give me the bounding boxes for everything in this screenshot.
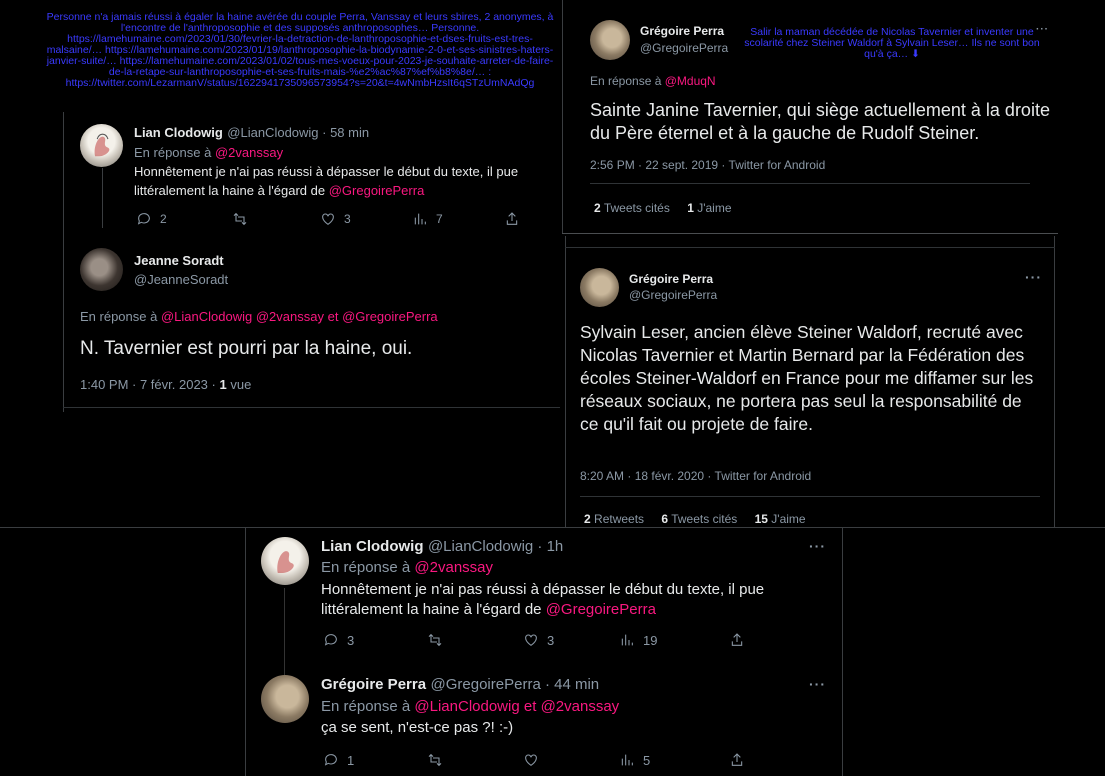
retweet-icon	[427, 752, 443, 768]
tweet-body: ça se sent, n'est-ce pas ?! :-)	[321, 719, 514, 736]
reply-button[interactable]: 1	[323, 752, 427, 768]
share-icon	[729, 632, 745, 648]
like-button[interactable]: 3	[523, 632, 619, 648]
retweet-icon	[427, 632, 443, 648]
panel-border	[562, 233, 1058, 234]
share-button[interactable]	[504, 211, 520, 227]
retweets-count: 2	[584, 512, 591, 526]
heart-icon	[523, 752, 539, 768]
views-button[interactable]: 19	[619, 632, 729, 648]
reply-button[interactable]: 2	[136, 211, 232, 227]
quotes-count: 2	[594, 201, 601, 215]
bottom-panel	[245, 528, 843, 776]
tweet-body: Sylvain Leser, ancien élève Steiner Waldorf, recruté avec Nicolas Tavernier et Martin Bernard par la Fédération des écoles Steiner-Waldorf en France pour me diffamer sur les réseaux sociaux, ne portera pas seul la responsabilité de ce qu'il fait ou projete de faire.	[580, 322, 1034, 434]
views-button[interactable]: 5	[619, 752, 729, 768]
retweets-link[interactable]: Retweets	[594, 512, 645, 526]
divider	[580, 496, 1040, 497]
author-name[interactable]: Jeanne Soradt	[134, 253, 224, 268]
author-handle[interactable]: @GregoirePerra	[629, 288, 718, 302]
author-handle[interactable]: @GregoirePerra · 44 min	[430, 676, 600, 693]
panel-border	[842, 528, 843, 776]
thread-line	[63, 112, 64, 412]
share-button[interactable]	[729, 752, 745, 768]
retweet-button[interactable]	[427, 752, 523, 768]
like-button[interactable]	[523, 752, 619, 768]
tweet-body: Honnêtement je n'ai pas réussi à dépasser le début du texte, il pue littéralement la haine à l'égard de	[321, 581, 765, 618]
heart-icon	[320, 211, 336, 227]
reply-icon	[323, 632, 339, 648]
conjunction: et	[327, 309, 339, 324]
author-handle[interactable]: @GregoirePerra	[640, 41, 729, 55]
heart-icon	[523, 632, 539, 648]
avatar[interactable]	[261, 675, 309, 723]
tweet-body: Honnêtement je n'ai pas réussi à dépasser le début du texte, il pue littéralement la haine à l'égard de	[134, 164, 519, 198]
author-name[interactable]: Lian Clodowig	[321, 538, 424, 555]
mention-link[interactable]: @GregoirePerra	[328, 183, 425, 198]
tweet-header	[134, 124, 369, 142]
quotes-link[interactable]: Tweets cités	[603, 201, 670, 215]
reply-context	[80, 307, 438, 326]
share-button[interactable]	[729, 632, 745, 648]
avatar[interactable]	[80, 124, 123, 167]
tweet-header	[321, 676, 599, 694]
quotes-link[interactable]: Tweets cités	[671, 512, 738, 526]
author-handle[interactable]: @LianClodowig · 1h	[427, 538, 564, 555]
tweet-text	[321, 580, 821, 620]
share-icon	[504, 211, 520, 227]
author-handle[interactable]: @JeanneSoradt	[134, 272, 229, 287]
annotation-note: Salir la maman décédée de Nicolas Tavernier et inventer une scolarité chez Steiner Waldorf à Sylvain Leser… Ils ne sont bon qu'à ça… ⬇	[744, 26, 1040, 60]
divider	[590, 183, 1030, 184]
tweet-text	[134, 162, 554, 200]
tweet-timestamp[interactable]: 8:20 AM · 18 févr. 2020 · Twitter for Android	[580, 469, 812, 483]
reply-prefix: En réponse à	[321, 559, 411, 576]
mention-link[interactable]: @LianClodowig	[160, 309, 253, 324]
tweet-stats	[594, 201, 732, 215]
panel-border	[1054, 236, 1055, 528]
mention-link[interactable]: @2vanssay	[414, 559, 494, 576]
reply-prefix: En réponse à	[134, 145, 212, 160]
reply-context	[134, 143, 283, 162]
tweet-timestamp[interactable]: 2:56 PM · 22 sept. 2019 · Twitter for Android	[590, 158, 826, 172]
quotes-count: 6	[661, 512, 669, 526]
middle-right-panel	[565, 236, 1055, 528]
more-menu-button[interactable]: ···	[1036, 24, 1049, 35]
author-name[interactable]: Lian Clodowig	[134, 125, 223, 140]
mention-link[interactable]: @LianClodowig	[414, 698, 520, 715]
retweet-icon	[232, 211, 248, 227]
top-left-panel	[46, 0, 560, 410]
panel-border	[565, 247, 1055, 248]
reply-icon	[136, 211, 152, 227]
reply-context	[321, 697, 619, 717]
reply-prefix: En réponse à	[321, 698, 411, 715]
author-name[interactable]: Grégoire Perra	[321, 676, 427, 693]
author-handle[interactable]: @LianClodowig · 58 min	[227, 125, 370, 140]
more-menu-button[interactable]: ···	[1025, 269, 1042, 285]
mention-link[interactable]: @GregoirePerra	[545, 601, 656, 618]
reply-context	[590, 72, 716, 91]
avatar[interactable]	[580, 268, 619, 307]
views-button[interactable]: 7	[412, 211, 504, 227]
reply-prefix: En réponse à	[590, 74, 662, 88]
conjunction: et	[523, 698, 537, 715]
action-bar	[323, 752, 823, 768]
mention-link[interactable]: @2vanssay	[255, 309, 324, 324]
tweet-body: N. Tavernier est pourri par la haine, oui.	[80, 338, 413, 359]
views-icon	[619, 752, 635, 768]
likes-count: 1	[687, 201, 694, 215]
panel-border	[245, 528, 246, 776]
avatar[interactable]	[590, 20, 630, 60]
likes-link[interactable]: J'aime	[771, 512, 806, 526]
views-count: 1	[219, 377, 227, 392]
tweet-stats	[584, 512, 806, 526]
avatar[interactable]	[261, 537, 309, 585]
action-bar	[323, 632, 823, 648]
avatar[interactable]	[80, 248, 123, 291]
top-right-panel	[562, 0, 1058, 234]
mention-link[interactable]: @2vanssay	[214, 145, 284, 160]
more-menu-button[interactable]: ···	[809, 676, 826, 692]
panel-border	[565, 236, 566, 528]
mention-link[interactable]: @GregoirePerra	[342, 309, 438, 324]
timestamp-link[interactable]: 1:40 PM · 7 févr. 2023 ·	[80, 377, 216, 392]
reply-context	[321, 558, 493, 578]
author-name[interactable]: Grégoire Perra	[640, 24, 725, 38]
thread-line	[284, 588, 285, 681]
retweet-button[interactable]	[427, 632, 523, 648]
share-icon	[729, 752, 745, 768]
thread-line	[102, 168, 103, 228]
annotation-note: Personne n'a jamais réussi à égaler la haine avérée du couple Perra, Vanssay et leurs sbires, 2 anonymes, à l'encontre de l'anthroposophie et des supposés anthroposophes… Personne. https://lamehumaine.com/2023/01/30/fevrier-la-detraction-de-lanthroposophie-et-dses-fruits-est-tres-malsaine/… https://lamehumaine.com/2023/01/19/lanthroposophie-la-biodynamie-2-0-et-ses-sinistres-haters-janvier-suite/… https://lamehumaine.com/2023/01/02/tous-mes-voeux-pour-2023-je-souhaite-arreter-de-faire-de-la-retape-sur-lanthroposophie-et-ses-fruits-mais-%e2%ac%87%ef%b8%8e/… : https://twitter.com/LezarmanV/status/1622941735096573954?s=20&t=4wNmbHzsIt6qSTzUmNAdQg	[46, 12, 554, 89]
author-name[interactable]: Grégoire Perra	[629, 272, 714, 286]
divider	[63, 407, 560, 408]
panel-border	[562, 0, 563, 234]
views-icon	[619, 632, 635, 648]
tweet-timestamp	[80, 377, 251, 392]
mention-link[interactable]: @2vanssay	[540, 698, 620, 715]
action-bar	[136, 211, 536, 227]
like-button[interactable]: 3	[320, 211, 412, 227]
mention-link[interactable]: @MduqN	[664, 74, 716, 88]
tweet-body: Sainte Janine Tavernier, qui siège actuellement à la droite du Père éternel et à la gauche de Rudolf Steiner.	[590, 100, 1050, 143]
likes-link[interactable]: J'aime	[697, 201, 732, 215]
reply-icon	[323, 752, 339, 768]
tweet-header	[321, 538, 563, 556]
views-label: vue	[230, 377, 252, 392]
retweet-button[interactable]	[232, 211, 320, 227]
more-menu-button[interactable]: ···	[809, 538, 826, 554]
views-icon	[412, 211, 428, 227]
reply-prefix: En réponse à	[80, 309, 158, 324]
reply-button[interactable]: 3	[323, 632, 427, 648]
likes-count: 15	[754, 512, 768, 526]
